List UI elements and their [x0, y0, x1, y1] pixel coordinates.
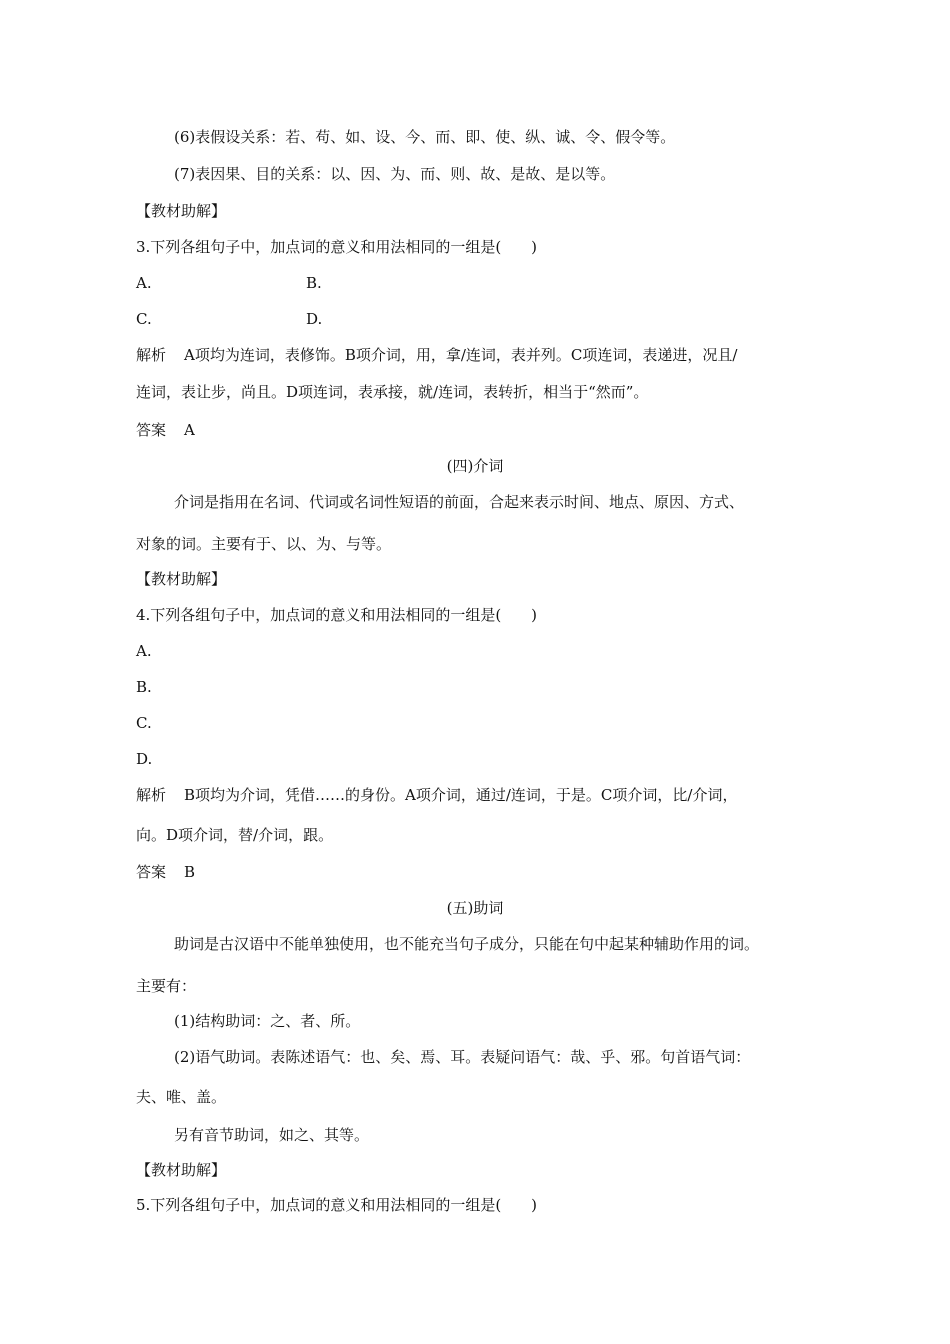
structural-particle-line: (1)结构助词：之、者、所。 [174, 1012, 361, 1030]
section-label: 【教材助解】 [136, 570, 227, 588]
modal-particle-line-cont: 夫、唯、盖。 [136, 1088, 227, 1106]
analysis-label: 解析 [136, 346, 167, 364]
section-label: 【教材助解】 [136, 1161, 227, 1179]
question-3-answer [136, 420, 836, 440]
question-5: 5.下列各组句子中，加点词的意义和用法相同的一组是( ) [136, 1196, 538, 1214]
analysis-text: A项均为连词，表修饰。B项介词，用，拿/连词，表并列。C项连词，表递进，况且/ [184, 346, 738, 364]
particle-definition-cont: 主要有： [136, 977, 197, 995]
question-4-option-d: D. [136, 750, 153, 768]
syllable-particle-line: 另有音节助词，如之、其等。 [174, 1126, 370, 1144]
heading-preposition: (四)介词 [446, 457, 504, 475]
question-4-analysis [136, 785, 836, 805]
question-4: 4.下列各组句子中，加点词的意义和用法相同的一组是( ) [136, 606, 538, 624]
question-4-analysis-cont: 向。D项介词，替/介词，跟。 [136, 826, 334, 844]
option-c: C. [136, 310, 152, 328]
question-3-analysis [136, 345, 836, 365]
question-3-options-cd [136, 309, 836, 329]
question-4-option-a: A. [136, 642, 152, 660]
preposition-definition: 介词是指用在名词、代词或名词性短语的前面，合起来表示时间、地点、原因、方式、 [174, 493, 745, 511]
conjunction-hypothesis-line: (6)表假设关系：若、苟、如、设、今、而、即、使、纵、诚、令、假令等。 [174, 128, 676, 146]
conjunction-cause-line: (7)表因果、目的关系：以、因、为、而、则、故、是故、是以等。 [174, 165, 616, 183]
option-b: B. [306, 274, 322, 292]
preposition-definition-cont: 对象的词。主要有于、以、为、与等。 [136, 535, 392, 553]
question-3-analysis-cont: 连词，表让步，尚且。D项连词，表承接，就/连词，表转折，相当于“然而”。 [136, 383, 649, 401]
modal-particle-line: (2)语气助词。表陈述语气：也、矣、焉、耳。表疑问语气：哉、乎、邪。句首语气词： [174, 1048, 751, 1066]
question-4-option-c: C. [136, 714, 152, 732]
answer-value: B [184, 863, 196, 881]
answer-label: 答案 [136, 421, 167, 439]
particle-definition: 助词是古汉语中不能单独使用，也不能充当句子成分，只能在句中起某种辅助作用的词。 [174, 935, 760, 953]
question-4-option-b: B. [136, 678, 152, 696]
answer-value: A [184, 421, 195, 439]
analysis-text: B项均为介词，凭借……的身份。A项介词，通过/连词，于是。C项介词，比/介词， [184, 786, 738, 804]
option-d: D. [306, 310, 323, 328]
question-3: 3.下列各组句子中，加点词的意义和用法相同的一组是( ) [136, 238, 538, 256]
question-3-options-ab [136, 273, 836, 293]
section-label: 【教材助解】 [136, 202, 227, 220]
question-4-answer [136, 862, 836, 882]
heading-particle: (五)助词 [446, 899, 504, 917]
answer-label: 答案 [136, 863, 167, 881]
analysis-label: 解析 [136, 786, 167, 804]
option-a: A. [136, 274, 152, 292]
